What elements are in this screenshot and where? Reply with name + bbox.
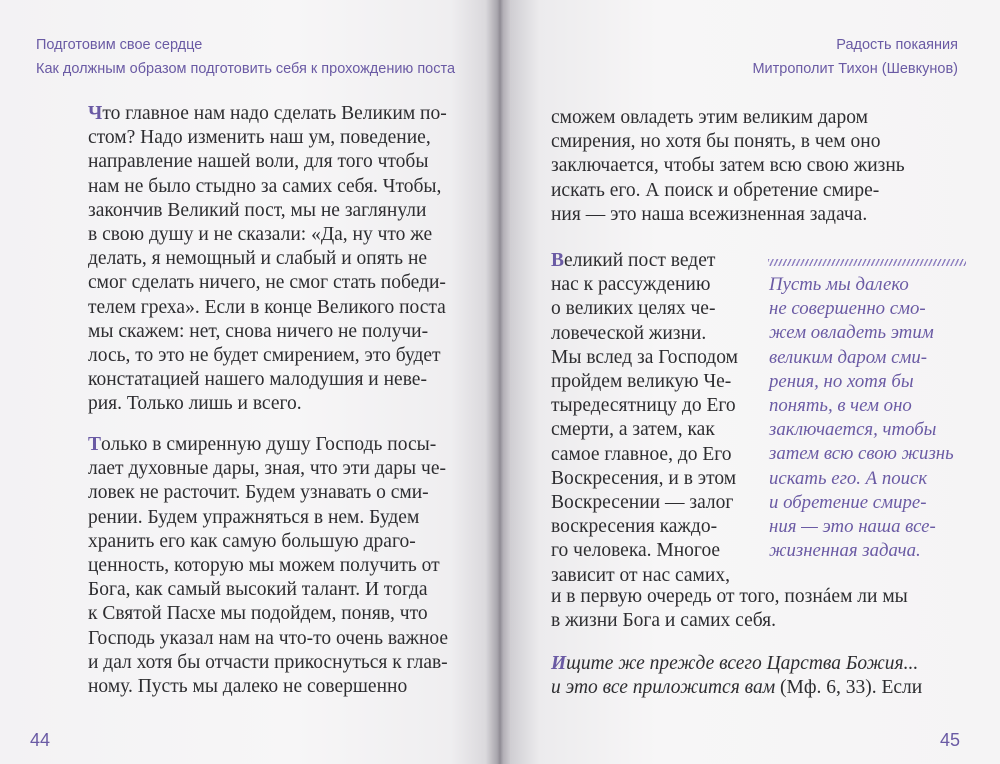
text-line: о великих целях че- (551, 298, 716, 320)
text-line: смерти, а затем, как (551, 419, 715, 441)
pullquote-line: затем всю свою жизнь (769, 443, 954, 465)
text-line: Только в смиренную душу Господь посы- (88, 434, 437, 455)
text-line: в жизни Бога и самих себя. (551, 610, 777, 632)
drop-initial: В (551, 250, 565, 271)
left-header-chapter-title: Как должным образом подготовить себя к прохождению поста (36, 61, 456, 77)
text-line: мы скажем: нет, снова ничего не получи- (88, 320, 429, 342)
drop-initial: Ч (88, 103, 103, 124)
text-line: Воскресения, и в этом (551, 467, 737, 489)
text-line: пройдем великую Че- (551, 371, 732, 393)
text-line: хранить его как самую большую драго- (88, 530, 416, 552)
text-line: Воскресении — залог (551, 492, 734, 514)
text-line: закончив Великий пост, мы не заглянули (88, 199, 427, 221)
text-line: ловек не расточит. Будем узнавать о сми- (88, 482, 429, 504)
text-line: го человека. Многое (551, 540, 721, 562)
pullquote-line: понять, в чем оно (769, 395, 912, 417)
text-line: искать его. А поиск и обретение смире- (551, 179, 880, 201)
right-paragraph-2 (551, 249, 738, 588)
scripture-reference: (Мф. 6, 33). Если (775, 677, 923, 699)
text-line: и в первую очередь от того, познáем ли мы (551, 586, 908, 607)
text-line: Что главное нам надо сделать Великим по- (88, 103, 447, 124)
text-line: лось, то это не будет смирением, это будет (88, 345, 441, 367)
left-running-header (36, 33, 455, 81)
pullquote-line: заключается, чтобы (769, 419, 937, 441)
left-paragraph-2 (88, 433, 448, 699)
right-paragraph-1 (551, 106, 905, 227)
text-line: направление нашей воли, для того чтобы (88, 151, 429, 173)
right-paragraph-2-tail (551, 585, 908, 633)
text-line: ному. Пусть мы далеко не совершенно (88, 676, 408, 698)
text-line: Великий пост ведет (551, 250, 716, 271)
pullquote-line: и обретение смире- (769, 491, 927, 513)
text-line: делать, я немощный и слабый и опять не (88, 248, 428, 270)
pullquote-line: искать его. А поиск (769, 467, 928, 489)
pullquote-line: Пусть мы далеко (769, 274, 909, 295)
text-line: к Святой Пасхе мы подойдем, поняв, что (88, 603, 428, 625)
pullquote-line: великим даром сми- (769, 346, 928, 368)
text-line: телем греха». Если в конце Великого поста (88, 296, 446, 318)
text-line: Ищите же прежде всего Царства Божия... (551, 653, 919, 674)
text-line: нас к рассуждению (551, 274, 711, 296)
text-line: в свою душу и не сказали: «Да, ну что же (88, 224, 433, 246)
text-line: сможем овладеть этим великим даром (551, 107, 868, 128)
text-line: самое главное, до Его (551, 443, 732, 465)
left-page-number: 44 (30, 730, 51, 750)
left-header-section-title: Подготовим свое сердце (36, 37, 203, 53)
text-line: и это все приложится вам (Мф. 6, 33). Если (551, 677, 923, 699)
text-line: ловеческой жизни. (551, 322, 707, 344)
pullquote (769, 273, 954, 563)
right-header-author: Митрополит Тихон (Шевкунов) (752, 61, 958, 77)
right-page-number: 45 (940, 730, 961, 750)
text-line: лает духовные дары, зная, что эти дары че- (88, 458, 446, 480)
drop-initial: И (551, 653, 567, 674)
text-line: констатацией нашего малодушия и неве- (88, 369, 427, 391)
text-line: рия. Только лишь и всего. (88, 393, 302, 415)
scripture-quote (551, 652, 922, 700)
text-line: нам не было стыдно за самих себя. Чтобы, (88, 175, 442, 197)
text-line: смирения, но хотя бы понять, в чем оно (551, 131, 881, 153)
text-line: смог сделать ничего, не смог стать победи- (88, 272, 446, 294)
pullquote-line: не совершенно смо- (769, 298, 926, 320)
text-line: зависит от нас самих, (551, 564, 730, 586)
text-line: ценность, которую мы можем получить от (88, 555, 440, 577)
text-line: Мы вслед за Господом (551, 346, 738, 368)
right-running-header (752, 33, 958, 81)
pullquote-line: рения, но хотя бы (769, 370, 914, 392)
text-line: тыредесятницу до Его (551, 395, 736, 417)
drop-initial: Т (88, 434, 102, 455)
left-paragraph-1 (88, 102, 447, 417)
text-line: ния — это наша всежизненная задача. (551, 203, 868, 225)
text-line: заключается, чтобы затем всю свою жизнь (551, 155, 905, 177)
text-line: рении. Будем упражняться в нем. Будем (88, 506, 420, 528)
pullquote-line: ния — это наша все- (769, 516, 936, 538)
text-line: и дал хотя бы отчасти прикоснуться к глав- (88, 651, 448, 673)
right-header-book-title: Радость покаяния (836, 37, 958, 53)
pullquote-line: жем овладеть этим (769, 322, 934, 344)
text-line: воскресения каждо- (551, 516, 718, 538)
pullquote-hatch-rule (768, 259, 966, 266)
text-line: Господь указал нам на что-то очень важное (88, 627, 449, 649)
text-line: Бога, как самый высокий талант. И тогда (88, 579, 428, 601)
pullquote-line: жизненная задача. (769, 540, 921, 562)
text-line: стом? Надо изменить наш ум, поведение, (88, 127, 431, 149)
left-page (0, 0, 490, 764)
